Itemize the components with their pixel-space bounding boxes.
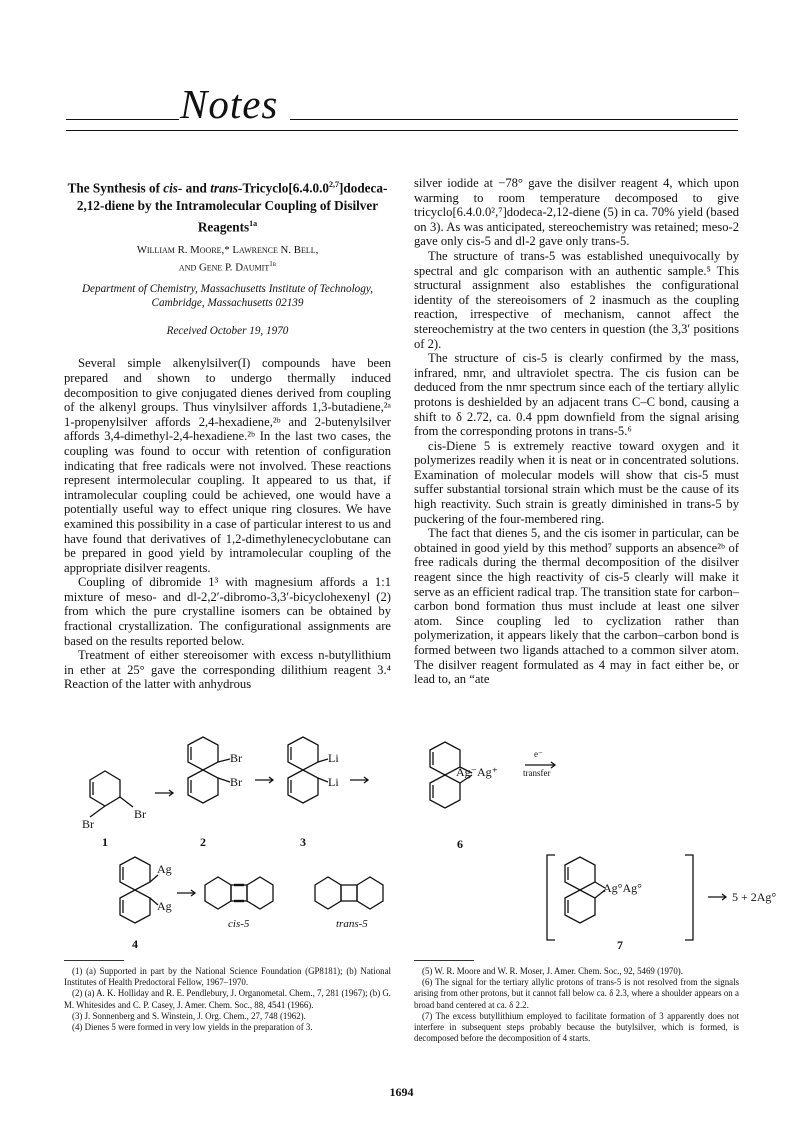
- bracket-left: [547, 855, 555, 940]
- article-title: The Synthesis of cis- and trans-Tricyclo[6.4.0.0$^{2,7}$]dodeca-2,12-diene by the Intramolecular Coupling of Disilver Reagents$^{1a}$: [67, 180, 388, 235]
- author-affiliation: Department of Chemistry, Massachusetts Institute of Technology, Cambridge, Massachusetts 02139: [81, 283, 374, 310]
- compound-4-ring-bottom: [120, 890, 150, 923]
- cis-5-cyclobutane: [231, 885, 247, 901]
- cis-5-ring-right: [247, 877, 273, 909]
- footnote-1: (1) (a) Supported in part by the National Science Foundation (GP8181); (b) National Institutes of Health Predoctoral Fellow, 1967–1970.: [64, 966, 391, 988]
- footnote-6: (6) The signal for the tertiary allylic protons of trans-5 is not resolved from the signals arising from other protons, but it cannot fall below ca. δ 2.3, where a shoulder appears on a broad band centered at ca. δ 2.2.: [414, 977, 739, 1010]
- compound-1-ring: [90, 771, 120, 806]
- compound-4-ring-top: [120, 857, 150, 890]
- body-paragraph-2: Coupling of dibromide 1³ with magnesium affords a 1:1 mixture of meso- and dl-2,2′-dibromo-3,3′-bicyclohexenyl (2) from which the pure crystalline isomers can be obtained by fractional crystallization. The configurational assignments are based on the results reported below.: [64, 575, 391, 648]
- section-title: Notes: [180, 81, 279, 127]
- cis-5-ring-left: [205, 877, 231, 909]
- compound-7-ring-bottom: [565, 890, 595, 923]
- body-paragraph-6: The structure of cis-5 is clearly confirmed by the mass, infrared, nmr, and ultraviolet spectra. The cis fusion can be deduced from the nmr spectrum since each of the tertiary allylic protons is deshielded by an adjacent trans C–C bond, causing a shift to δ 2.72, ca. 0.4 ppm downfield from the signal arising from the corresponding protons in trans-5.⁶: [414, 351, 739, 439]
- compound-4-ag-bottom: Ag: [157, 899, 172, 913]
- compound-1-label: 1: [102, 835, 108, 849]
- compound-6-ate-text: Ag⁻Ag⁺: [456, 765, 498, 779]
- compound-3-label: 3: [300, 835, 306, 849]
- footnote-2: (2) (a) A. K. Holliday and R. E. Pendlebury, J. Organometal. Chem., 7, 281 (1967); (b) G. M. Whitesides and C. P. Casey, J. Amer. Chem. Soc., 88, 4541 (1966).: [64, 988, 391, 1010]
- compound-7-ring-top: [565, 857, 595, 890]
- transfer-label: transfer: [523, 768, 551, 778]
- compound-1-br-bond: [90, 806, 105, 817]
- right-column: [414, 176, 739, 687]
- compound-4-label: 4: [132, 937, 138, 951]
- cis-5-label: cis-5: [228, 918, 250, 930]
- received-date: Received October 19, 1970: [166, 325, 289, 338]
- compound-7-label: 7: [617, 938, 623, 952]
- products-text: 5 + 2Ag°: [732, 890, 777, 904]
- footnote-5: (5) W. R. Moore and W. R. Moser, J. Amer. Chem. Soc., 92, 5469 (1970).: [422, 966, 683, 976]
- compound-3-li-bottom: Li: [328, 775, 339, 789]
- footnotes-left: [64, 966, 391, 1033]
- compound-2-br-top: Br: [230, 751, 242, 765]
- compound-3-ring-top: [288, 737, 318, 770]
- trans-5-ring-right: [357, 877, 383, 909]
- trans-5-label: trans-5: [336, 918, 368, 930]
- article-authors: William R. Moore,* Lawrence N. Bell, and Gene P. Daumit$^{1b}$: [136, 243, 319, 274]
- compound-2-ring-top: [188, 737, 218, 770]
- body-paragraph-8: The fact that dienes 5, and the cis isomer in particular, can be obtained in good yield by this method⁷ supports an absence²ᵇ of free radicals during the thermal decomposition of the disilver reagent since the high reactivity of cis-5 clearly will make it serve as an efficient radical trap. The transition state for carbon–carbon bond formation thus must include at least one silver atom. Since coupling led to cyclization rather than polymerization, it appears likely that the carbon–carbon bond is formed between two ligands attached to a common silver atom. The disilver reagent formulated as 4 may in fact either be, or lead to, an “ate: [414, 526, 739, 687]
- compound-2-br-bottom: Br: [230, 775, 242, 789]
- compound-1-br-left: Br: [82, 817, 94, 831]
- compound-7-ag-text: Ag°Ag°: [603, 881, 642, 895]
- bracket-right: [685, 855, 693, 940]
- compound-4-ag-top: Ag: [157, 862, 172, 876]
- footnote-3: (3) J. Sonnenberg and S. Winstein, J. Org. Chem., 27, 748 (1962).: [72, 1010, 306, 1021]
- footnote-7: (7) The excess butyllithium employed to facilitate formation of 3 apparently does not interfere in subsequent steps probably because the butylsilver, which is formed, is decomposed before the decomposition of 4 starts.: [414, 1010, 739, 1044]
- body-paragraph-5: The structure of trans-5 was established unequivocally by spectral and glc comparison with an authentic sample.⁵ This structural assignment also establishes the configurational identity of the stereoisomers of 2 inasmuch as the coupling reaction, irrespective of mechanism, cannot affect the stereochemistry at the two centers in question (the 3,3′ positions of 2).: [414, 248, 739, 351]
- compound-2-ring-bottom: [188, 770, 218, 803]
- trans-5-ring-left: [315, 877, 341, 909]
- compound-6-label: 6: [457, 837, 463, 851]
- footnotes-right: [414, 966, 739, 1044]
- trans-5-cyclobutane: [341, 885, 357, 901]
- compound-1-br-right: Br: [134, 807, 146, 821]
- page-number: 1694: [389, 1085, 414, 1099]
- footnote-4: (4) Dienes 5 were formed in very low yields in the preparation of 3.: [72, 1022, 313, 1033]
- header-rule-full: [66, 130, 738, 131]
- header-rule-right: [290, 119, 738, 120]
- body-paragraph-3: Treatment of either stereoisomer with excess n-butyllithium in ether at 25° gave the corresponding dilithium reagent 3.⁴ Reaction of the latter with anhydrous: [64, 648, 391, 692]
- header-rule-left: [66, 119, 179, 120]
- body-paragraph-1: Several simple alkenylsilver(I) compounds have been prepared and shown to undergo thermally induced decomposition to give conjugated dienes derived from coupling of the alkenyl groups. Thus vinylsilver affords 1,3-butadiene,²ᵃ 1-propenylsilver affords 2,4-hexadiene,²ᵇ and 2-butenylsilver affords 3,4-dimethyl-2,4-hexadiene.²ᵇ In the last two cases, the coupling was found to occur with retention of configuration indicating that free radicals were not involved. These reactions represent intermolecular coupling. It appeared to us that, if intramolecular coupling could be achieved, one would have a potentially useful way to effect unique ring closures. We have examined this possibility in a case of particular interest to us and have found that derivatives of 1,2-dimethylenecyclobutane can be prepared in good yield by intramolecular coupling of the appropriate disilver reagents.: [64, 356, 391, 575]
- reaction-scheme-drawing: [60, 735, 750, 955]
- left-column: [64, 176, 391, 692]
- body-paragraph-4: silver iodide at −78° gave the disilver reagent 4, which upon warming to room temperature decomposed to give tricyclo[6.4.0.0²,⁷]dodeca-2,12-diene (5) in ca. 70% yield (based on 3). As was anticipated, stereochemistry was retained; meso-2 gave only cis-5 and dl-2 gave only trans-5.: [414, 176, 739, 249]
- section-header: [60, 82, 740, 138]
- compound-3-ring-bottom: [288, 770, 318, 803]
- reaction-scheme: [60, 735, 777, 955]
- footnote-rule-left: [64, 960, 124, 961]
- electron-label: e⁻: [534, 749, 543, 759]
- footnote-rule-right: [414, 960, 474, 961]
- body-paragraph-7: cis-Diene 5 is extremely reactive toward oxygen and it polymerizes readily when it is neat or in concentrated solutions. Examination of molecular models will show that cis-5 must suffer substantial torsional strain which must be the cause of its high reactivity. Such strain is greatly diminished in trans-5 by puckering of the four-membered ring.: [414, 438, 739, 526]
- compound-2-label: 2: [200, 835, 206, 849]
- compound-3-li-top: Li: [328, 751, 339, 765]
